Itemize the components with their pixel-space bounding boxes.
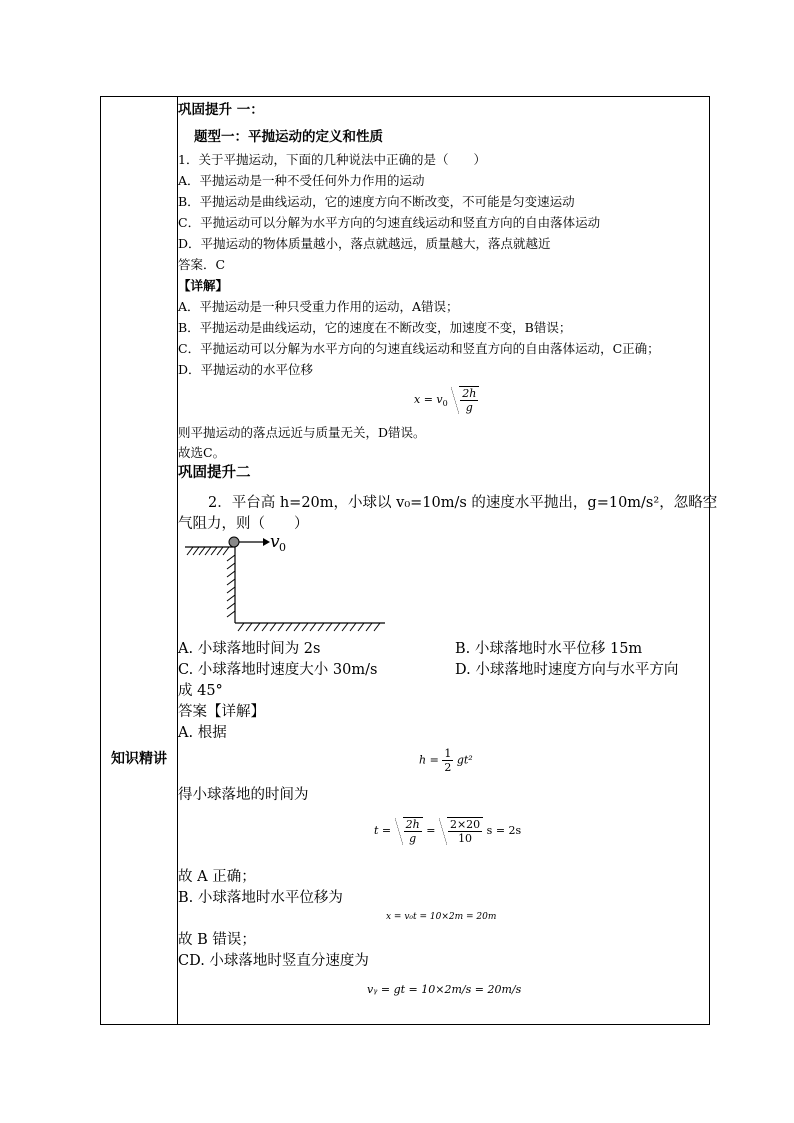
wall-hatching xyxy=(227,555,235,617)
time-text: 得小球落地的时间为 xyxy=(178,787,309,803)
answer-2: 答案【详解】 xyxy=(178,704,265,720)
arrow-head xyxy=(263,538,270,546)
section1-heading: 巩固提升 一： xyxy=(178,102,264,118)
question-2-line2: 气阻力，则（ ） xyxy=(178,516,309,532)
option2-d-cont: 成 45° xyxy=(178,683,223,699)
b-wrong: 故 B 错误； xyxy=(178,932,256,948)
section1-subheading: 题型一：平抛运动的定义和性质 xyxy=(194,129,383,145)
formula-vy: vᵧ = gt = 10×2m/s = 20m/s xyxy=(367,983,522,996)
detail-c: C．平抛运动可以分解为水平方向的匀速直线运动和竖直方向的自由落体运动，C正确； xyxy=(178,341,660,356)
question-1: 1．关于平抛运动，下面的几种说法中正确的是（ ） xyxy=(178,152,486,167)
detail-a: A．平抛运动是一种只受重力作用的运动，A错误； xyxy=(178,299,459,314)
detail-d: D．平抛运动的水平位移 xyxy=(178,362,314,377)
content-cell xyxy=(178,97,718,1024)
velocity-label: v xyxy=(270,535,280,552)
formula-horizontal-displacement: $x = v_0$ $\frac{2h}{g}$ xyxy=(414,386,479,414)
option-b: B．平抛运动是曲线运动，它的速度方向不断改变，不可能是匀变速运动 xyxy=(178,194,575,209)
section2-heading: 巩固提升二 xyxy=(178,465,251,481)
answer-1: 答案．C xyxy=(178,257,226,272)
knowledge-table xyxy=(100,96,718,1025)
option2-b: B. 小球落地时水平位移 15m xyxy=(455,641,643,657)
ground-hatching xyxy=(238,623,380,631)
option-c: C．平抛运动可以分解为水平方向的匀速直线运动和竖直方向的自由落体运动 xyxy=(178,215,601,230)
detail-b: B．平抛运动是曲线运动，它的速度在不断改变，加速度不变，B错误； xyxy=(178,320,572,335)
formula-x: x = v₀t = 10×2m = 20m xyxy=(386,912,497,922)
ball xyxy=(229,537,239,547)
option2-d: D. 小球落地时速度方向与水平方向 xyxy=(455,662,679,678)
platform-figure xyxy=(180,535,390,635)
option2-c: C. 小球落地时速度大小 30m/s xyxy=(178,662,378,678)
a-correct: 故 A 正确； xyxy=(178,869,256,885)
side-label: 知识精讲 xyxy=(111,751,167,767)
a-root: A. 根据 xyxy=(178,725,227,741)
formula-t: t = $\frac{2h}{g}$ = $\frac{2\times 20}{10}$ s = 2s xyxy=(374,818,522,845)
detail-heading: 【详解】 xyxy=(178,278,229,293)
option-a: A．平抛运动是一种不受任何外力作用的运动 xyxy=(178,173,425,188)
formula-h: h = $\frac{1}{2}$ gt² xyxy=(419,747,473,774)
b-text: B. 小球落地时水平位移为 xyxy=(178,890,343,906)
conclusion-1: 则平抛运动的落点远近与质量无关，D错误。 xyxy=(178,425,426,440)
question-2-line1: 2．平台高 h=20m，小球以 v₀=10m/s 的速度水平抛出，g=10m/s²，忽略空 xyxy=(208,495,718,511)
cd-text: CD. 小球落地时竖直分速度为 xyxy=(178,953,369,969)
option2-a: A. 小球落地时间为 2s xyxy=(178,641,321,657)
choose-1: 故选C。 xyxy=(178,445,226,460)
platform-hatching xyxy=(187,547,229,555)
option-d: D．平抛运动的物体质量越小，落点就越远，质量越大，落点就越近 xyxy=(178,236,551,251)
velocity-subscript: 0 xyxy=(279,541,286,554)
